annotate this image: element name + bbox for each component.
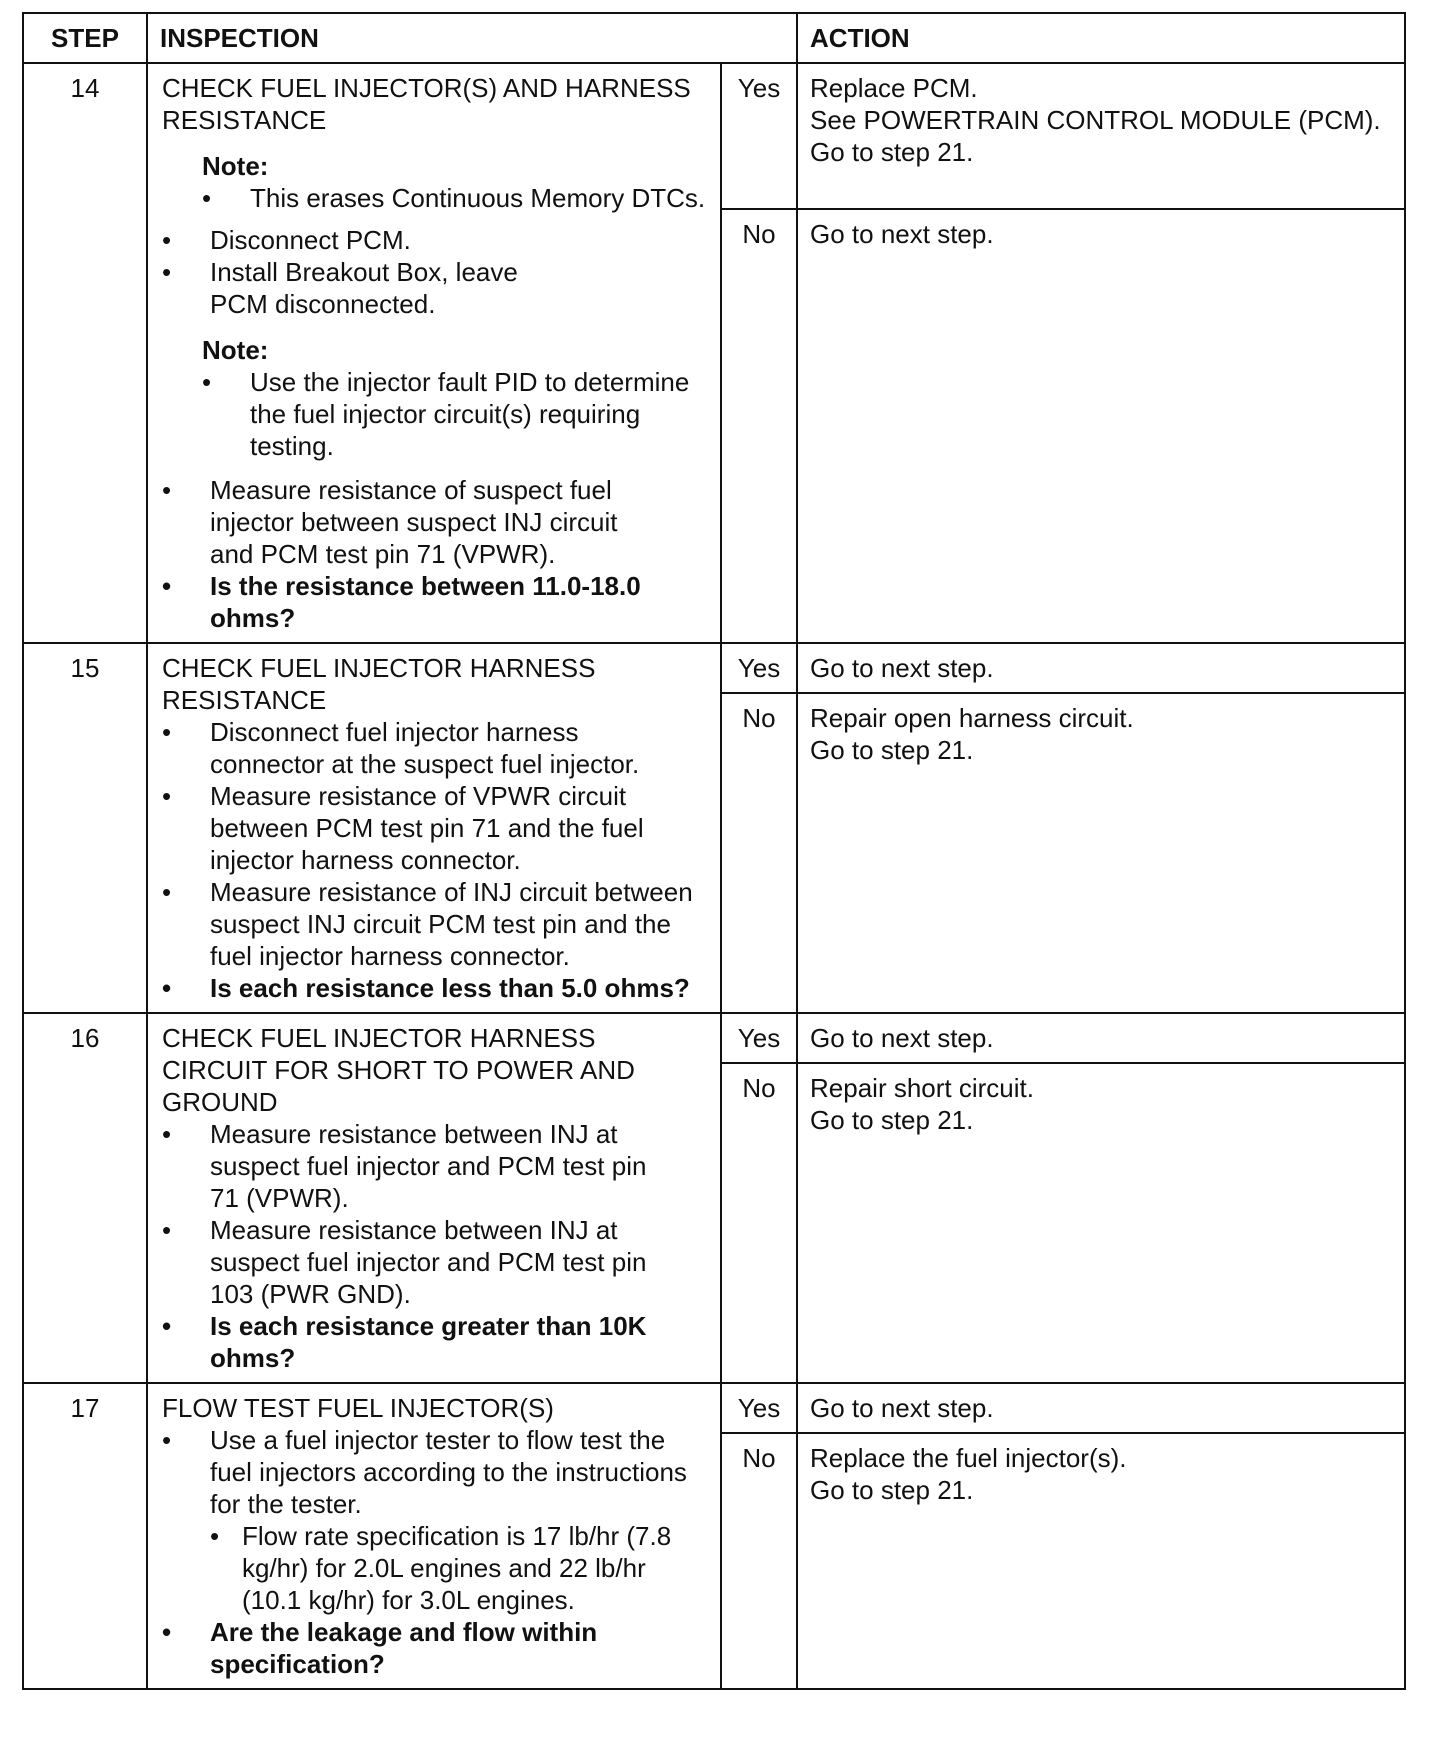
action-line: See POWERTRAIN CONTROL MODULE (PCM). bbox=[810, 105, 1381, 135]
step-title: FLOW TEST FUEL INJECTOR(S) bbox=[162, 1393, 554, 1423]
step-number: 16 bbox=[23, 1013, 147, 1383]
list-item: • Measure resistance of suspect fuel injector between suspect INJ circuit and PCM test pin 71 (VPWR). bbox=[162, 474, 650, 570]
note-label: Note: bbox=[202, 335, 269, 365]
step-title: CHECK FUEL INJECTOR HARNESS bbox=[162, 1023, 596, 1053]
action-line: Go to next step. bbox=[810, 653, 994, 683]
step-14-yes-row bbox=[23, 63, 1405, 209]
note-item: • Use the injector fault PID to determine the fuel injector circuit(s) requiring testing. bbox=[202, 366, 708, 462]
step-15-yes-row bbox=[23, 643, 1405, 693]
inspection-header: INSPECTION bbox=[147, 13, 797, 63]
list-item: • Disconnect PCM. bbox=[162, 224, 708, 256]
list-item: • Measure resistance between INJ at suspect fuel injector and PCM test pin 103 (PWR GND). bbox=[162, 1214, 660, 1310]
step-title: CIRCUIT FOR SHORT TO POWER AND bbox=[162, 1055, 635, 1085]
step-title: RESISTANCE bbox=[162, 105, 327, 135]
action-line: Replace the fuel injector(s). bbox=[810, 1443, 1127, 1473]
step-title: CHECK FUEL INJECTOR HARNESS bbox=[162, 653, 596, 683]
note-item: • This erases Continuous Memory DTCs. bbox=[202, 182, 708, 214]
note-label: Note: bbox=[202, 151, 269, 181]
step-14-inspection bbox=[147, 63, 721, 643]
no-label: No bbox=[721, 1433, 797, 1689]
note bbox=[202, 334, 708, 462]
no-label: No bbox=[721, 1063, 797, 1383]
question: • Is each resistance less than 5.0 ohms? bbox=[162, 972, 708, 1004]
diagnostic-table bbox=[22, 12, 1406, 1690]
yes-action bbox=[797, 1013, 1405, 1063]
yes-action bbox=[797, 643, 1405, 693]
no-label: No bbox=[721, 693, 797, 1013]
step-16-inspection bbox=[147, 1013, 721, 1383]
no-label: No bbox=[721, 209, 797, 643]
yes-label: Yes bbox=[721, 63, 797, 209]
step-number: 17 bbox=[23, 1383, 147, 1689]
no-action bbox=[797, 693, 1405, 1013]
no-action bbox=[797, 209, 1405, 643]
step-number: 15 bbox=[23, 643, 147, 1013]
step-17-inspection bbox=[147, 1383, 721, 1689]
list-item-text: Use a fuel injector tester to flow test the fuel injectors according to the instructions for the tester. bbox=[210, 1425, 687, 1519]
step-17-yes-row bbox=[23, 1383, 1405, 1433]
action-header: ACTION bbox=[797, 13, 1405, 63]
no-action bbox=[797, 1063, 1405, 1383]
step-title: RESISTANCE bbox=[162, 685, 327, 715]
yes-label: Yes bbox=[721, 643, 797, 693]
step-title: CHECK FUEL INJECTOR(S) AND HARNESS bbox=[162, 73, 691, 103]
action-line: Replace PCM. bbox=[810, 73, 978, 103]
yes-label: Yes bbox=[721, 1013, 797, 1063]
question: • Is the resistance between 11.0-18.0 ohms? bbox=[162, 570, 650, 634]
action-line: Repair short circuit. bbox=[810, 1073, 1034, 1103]
action-line: Go to step 21. bbox=[810, 735, 974, 765]
step-15-inspection bbox=[147, 643, 721, 1013]
step-header: STEP bbox=[23, 13, 147, 63]
action-line: Go to step 21. bbox=[810, 1105, 974, 1135]
step-number: 14 bbox=[23, 63, 147, 643]
header-row bbox=[23, 13, 1405, 63]
action-line: Go to step 21. bbox=[810, 137, 974, 167]
note bbox=[202, 150, 708, 214]
no-action bbox=[797, 1433, 1405, 1689]
yes-action bbox=[797, 1383, 1405, 1433]
action-line: Go to step 21. bbox=[810, 1475, 974, 1505]
yes-label: Yes bbox=[721, 1383, 797, 1433]
step-title: GROUND bbox=[162, 1087, 278, 1117]
list-item: • Measure resistance of VPWR circuit between PCM test pin 71 and the fuel injector harness connector. bbox=[162, 780, 650, 876]
list-item bbox=[162, 1424, 708, 1616]
question: • Are the leakage and flow within specification? bbox=[162, 1616, 630, 1680]
question: • Is each resistance greater than 10K ohms? bbox=[162, 1310, 660, 1374]
sub-list-item: • Flow rate specification is 17 lb/hr (7.8 kg/hr) for 2.0L engines and 22 lb/hr (10.1 kg/hr) for 3.0L engines. bbox=[210, 1520, 708, 1616]
list-item: • Disconnect fuel injector harness connector at the suspect fuel injector. bbox=[162, 716, 640, 780]
action-line: Go to next step. bbox=[810, 1393, 994, 1423]
list-item: • Install Breakout Box, leave PCM disconnected. bbox=[162, 256, 570, 320]
list-item: • Measure resistance of INJ circuit between suspect INJ circuit PCM test pin and the fuel injector harness connector. bbox=[162, 876, 708, 972]
yes-action bbox=[797, 63, 1405, 209]
action-line: Go to next step. bbox=[810, 1023, 994, 1053]
step-16-yes-row bbox=[23, 1013, 1405, 1063]
action-line: Go to next step. bbox=[810, 219, 994, 249]
action-line: Repair open harness circuit. bbox=[810, 703, 1134, 733]
list-item: • Measure resistance between INJ at suspect fuel injector and PCM test pin 71 (VPWR). bbox=[162, 1118, 680, 1214]
